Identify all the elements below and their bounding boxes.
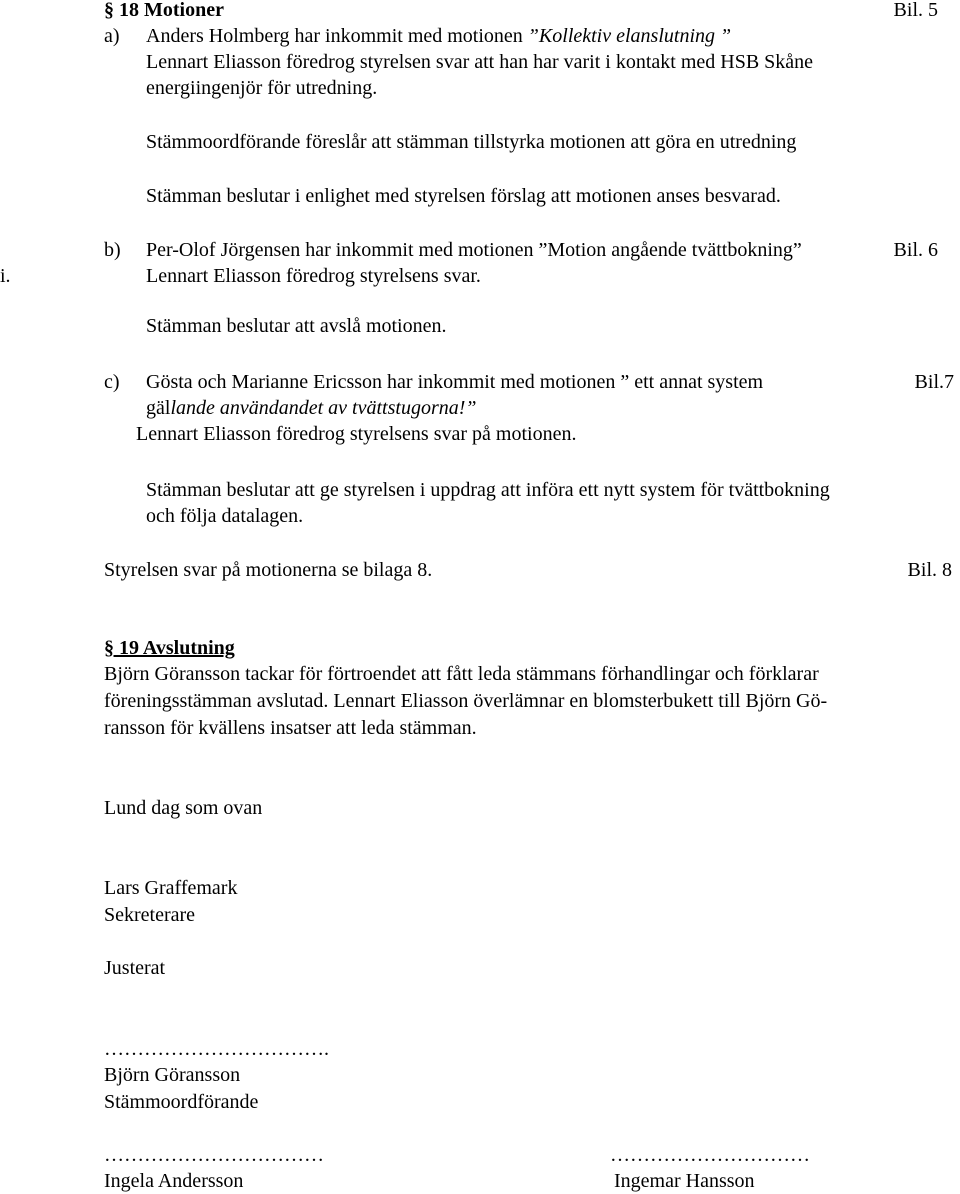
attachment-ref-bil-7: Bil.7 [914, 371, 954, 393]
place-and-date: Lund dag som ovan [104, 797, 263, 819]
secretary-role: Sekreterare [104, 904, 196, 926]
section-19-line-3: ransson för kvällens insatser att leda stämman. [104, 717, 477, 739]
paragraph-sign: § [104, 637, 114, 659]
chair-role: Stämmoordförande [104, 1091, 259, 1113]
item-c-line-3: Lennart Eliasson föredrog styrelsens svar på motionen. [136, 423, 577, 445]
item-a-proposal: Stämmoordförande föreslår att stämman tillstyrka motionen att göra en utredning [146, 131, 797, 153]
item-a-line-1 [146, 23, 731, 49]
signature-line-adjuster-1: …………………………… [104, 1144, 324, 1166]
item-a-motion-title: ”Kollektiv elanslutning ” [527, 25, 732, 47]
secretary-name: Lars Graffemark [104, 877, 238, 899]
adjuster-1-name: Ingela Andersson [104, 1170, 244, 1192]
item-c-marker: c) [104, 371, 120, 393]
adjusted-label: Justerat [104, 957, 166, 979]
motions-summary: Styrelsen svar på motionerna se bilaga 8. [104, 559, 433, 581]
signature-line-chair: ……………………………. [104, 1038, 329, 1060]
item-a-intro: Anders Holmberg har inkommit med motionen [146, 25, 523, 47]
item-c-decision-line-1: Stämman beslutar att ge styrelsen i uppdrag att införa ett nytt system för tvättbokning [146, 479, 830, 501]
signature-line-adjuster-2: ………………………… [610, 1144, 810, 1166]
item-c-line-2 [146, 395, 477, 421]
item-c-motion-title: lande användandet av tvättstugorna!” [170, 397, 477, 419]
item-a-marker: a) [104, 25, 120, 47]
item-b-line-2: Lennart Eliasson föredrog styrelsens svar. [146, 265, 481, 287]
item-b-decision: Stämman beslutar att avslå motionen. [146, 315, 447, 337]
section-19-line-1: Björn Göransson tackar för förtroendet att fått leda stämmans förhandlingar och förklarar [104, 663, 819, 685]
adjuster-2-name: Ingemar Hansson [614, 1170, 755, 1192]
item-b-line-1: Per-Olof Jörgensen har inkommit med motionen ”Motion angående tvättbokning” [146, 239, 802, 261]
section-19-title: 19 Avslutning [119, 637, 235, 659]
item-a-decision: Stämman beslutar i enlighet med styrelsen förslag att motionen anses besvarad. [146, 185, 781, 207]
item-c-line-1: Gösta och Marianne Ericsson har inkommit med motionen ” ett annat system [146, 371, 764, 393]
attachment-ref-bil-8: Bil. 8 [907, 559, 952, 581]
stray-list-marker: i. [0, 265, 11, 287]
item-a-line-2: Lennart Eliasson föredrog styrelsen svar att han har varit i kontakt med HSB Skåne [146, 51, 814, 73]
section-19-line-2: föreningsstämman avslutad. Lennart Eliasson överlämnar en blomsterbukett till Björn Gö- [104, 690, 828, 712]
item-a-line-3: energiingenjör för utredning. [146, 77, 378, 99]
item-c-decision-line-2: och följa datalagen. [146, 505, 304, 527]
attachment-ref-bil-6: Bil. 6 [893, 239, 938, 261]
section-19-heading [104, 635, 235, 661]
attachment-ref-bil-5: Bil. 5 [893, 0, 938, 21]
paragraph-sign: § [104, 0, 114, 21]
section-18-title: 18 Motioner [119, 0, 224, 21]
item-b-marker: b) [104, 239, 121, 261]
chair-name: Björn Göransson [104, 1064, 241, 1086]
section-18-heading [104, 0, 224, 23]
item-c-line-2-start: gäl [146, 397, 171, 419]
